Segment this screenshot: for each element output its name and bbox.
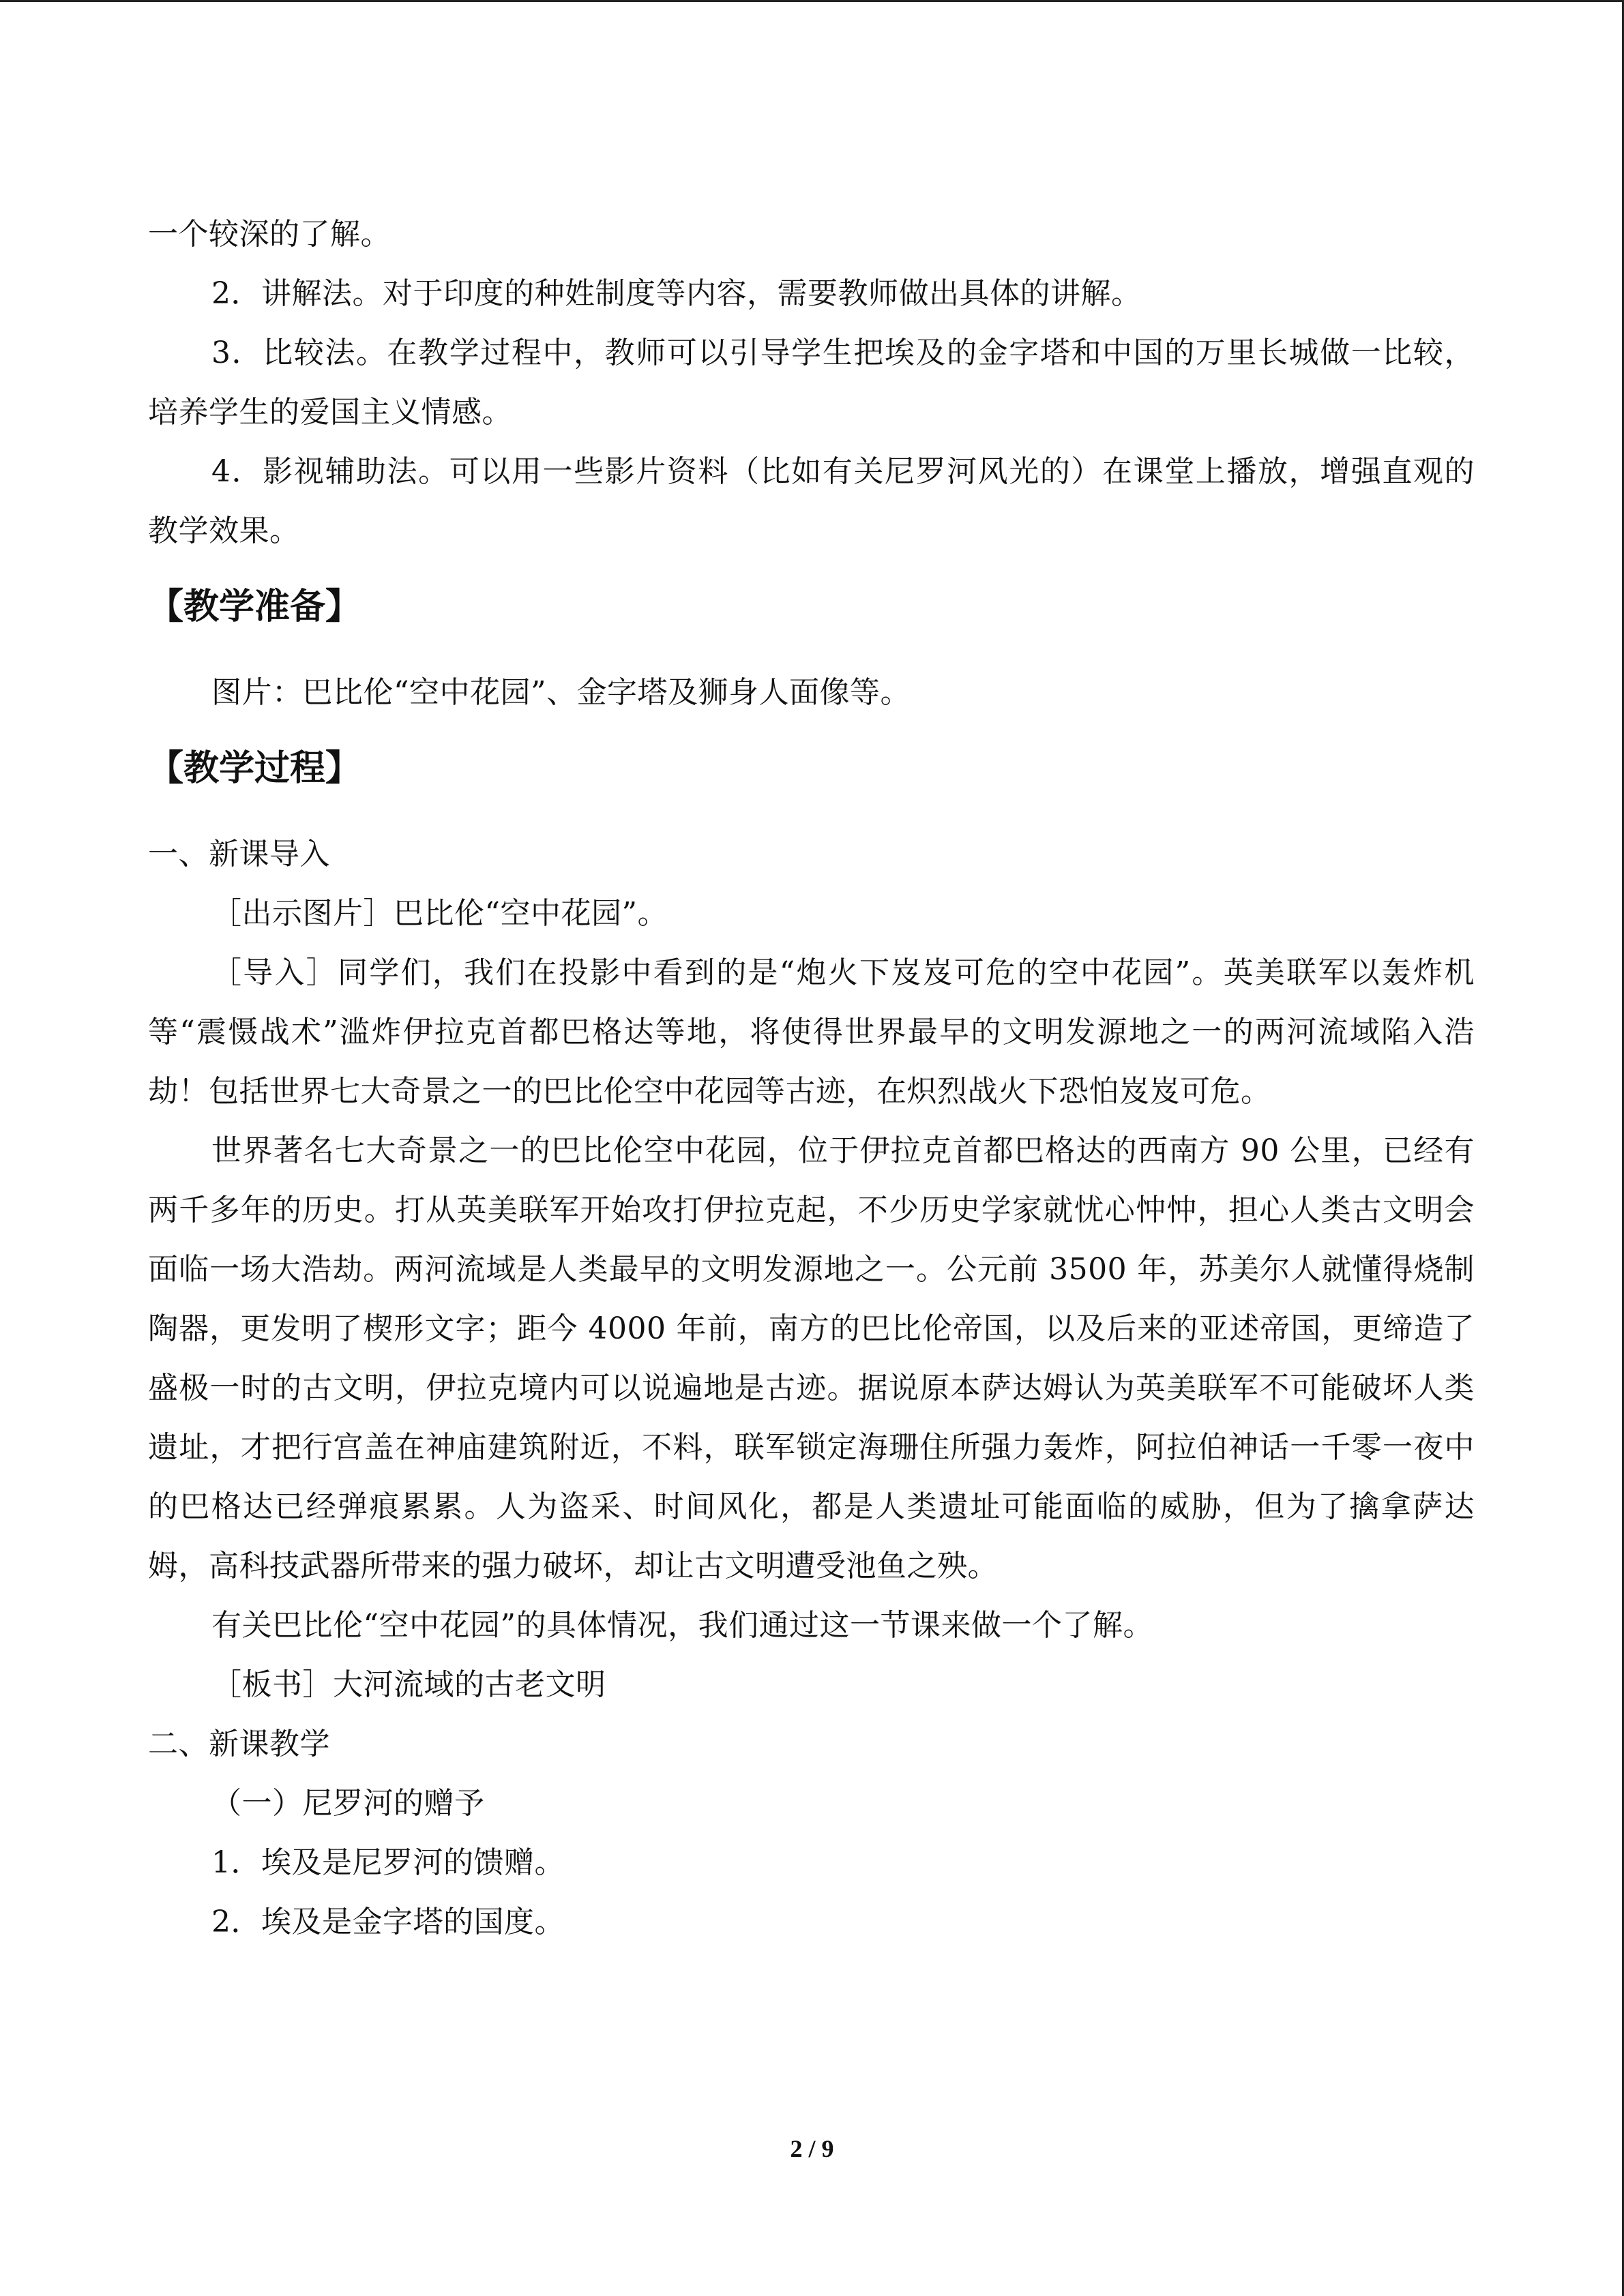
paragraph-introduction: ［导入］同学们，我们在投影中看到的是“炮火下岌岌可危的空中花园”。英美联军以轰炸机等“震慑战术”滥炸伊拉克首都巴格达等地，将使得世界最早的文明发源地之一的两河流域陷入浩劫！包括世界七大奇景之一的巴比伦空中花园等古迹，在炽烈战火下恐怕岌岌可危。 bbox=[148, 955, 1475, 1109]
document-body bbox=[148, 205, 1475, 1952]
page-number: 2 / 9 bbox=[790, 2135, 834, 2162]
list-item-egypt-pyramids: 2．埃及是金字塔的国度。 bbox=[211, 1905, 565, 1939]
paragraph-hanging-gardens: 世界著名七大奇景之一的巴比伦空中花园，位于伊拉克首都巴格达的西南方 90 公里，已经有两千多年的历史。打从英美联军开始攻打伊拉克起，不少历史学家就忧心忡忡，担心人类古文明会面临一场大浩劫。两河流域是人类最早的文明发源地之一。公元前 3500 年，苏美尔人就懂得烧制陶器，更发明了楔形文字；距今 4000 年前，南方的巴比伦帝国，以及后来的亚述帝国，更缔造了盛极一时的古文明，伊拉克境内可以说遍地是古迹。据说原本萨达姆认为英美联军不可能破坏人类遗址，才把行宫盖在神庙建筑附近，不料，联军锁定海珊住所强力轰炸，阿拉伯神话一千零一夜中的巴格达已经弹痕累累。人为盗采、时间风化，都是人类遗址可能面临的威胁，但为了擒拿萨达姆，高科技武器所带来的强力破坏，却让古文明遭受池鱼之殃。 bbox=[148, 1133, 1475, 1583]
section-new-lesson-teaching: 二、新课教学 bbox=[148, 1727, 330, 1761]
paragraph-blackboard: ［板书］大河流域的古老文明 bbox=[211, 1667, 606, 1702]
paragraph-show-picture: ［出示图片］巴比伦“空中花园”。 bbox=[211, 896, 668, 931]
paragraph-method-3: 3．比较法。在教学过程中，教师可以引导学生把埃及的金字塔和中国的万里长城做一比较，培养学生的爱国主义情感。 bbox=[148, 336, 1475, 430]
list-item-egypt-nile: 1．埃及是尼罗河的馈赠。 bbox=[211, 1845, 565, 1880]
page-border-top bbox=[0, 0, 1624, 2]
subsection-nile-gift: （一）尼罗河的赠予 bbox=[211, 1786, 485, 1821]
heading-teaching-preparation: 【教学准备】 bbox=[148, 586, 361, 627]
paragraph-lesson-purpose: 有关巴比伦“空中花园”的具体情况，我们通过这一节课来做一个了解。 bbox=[211, 1608, 1153, 1643]
paragraph-method-2: 2．讲解法。对于印度的种姓制度等内容，需要教师做出具体的讲解。 bbox=[211, 276, 1142, 311]
paragraph-preparation: 图片：巴比伦“空中花园”、金字塔及狮身人面像等。 bbox=[211, 675, 911, 710]
paragraph-continuation: 一个较深的了解。 bbox=[148, 217, 391, 252]
section-new-lesson-intro: 一、新课导入 bbox=[148, 837, 330, 871]
paragraph-method-4: 4．影视辅助法。可以用一些影片资料（比如有关尼罗河风光的）在课堂上播放，增强直观的教学效果。 bbox=[148, 454, 1475, 548]
heading-teaching-process: 【教学过程】 bbox=[148, 748, 361, 789]
